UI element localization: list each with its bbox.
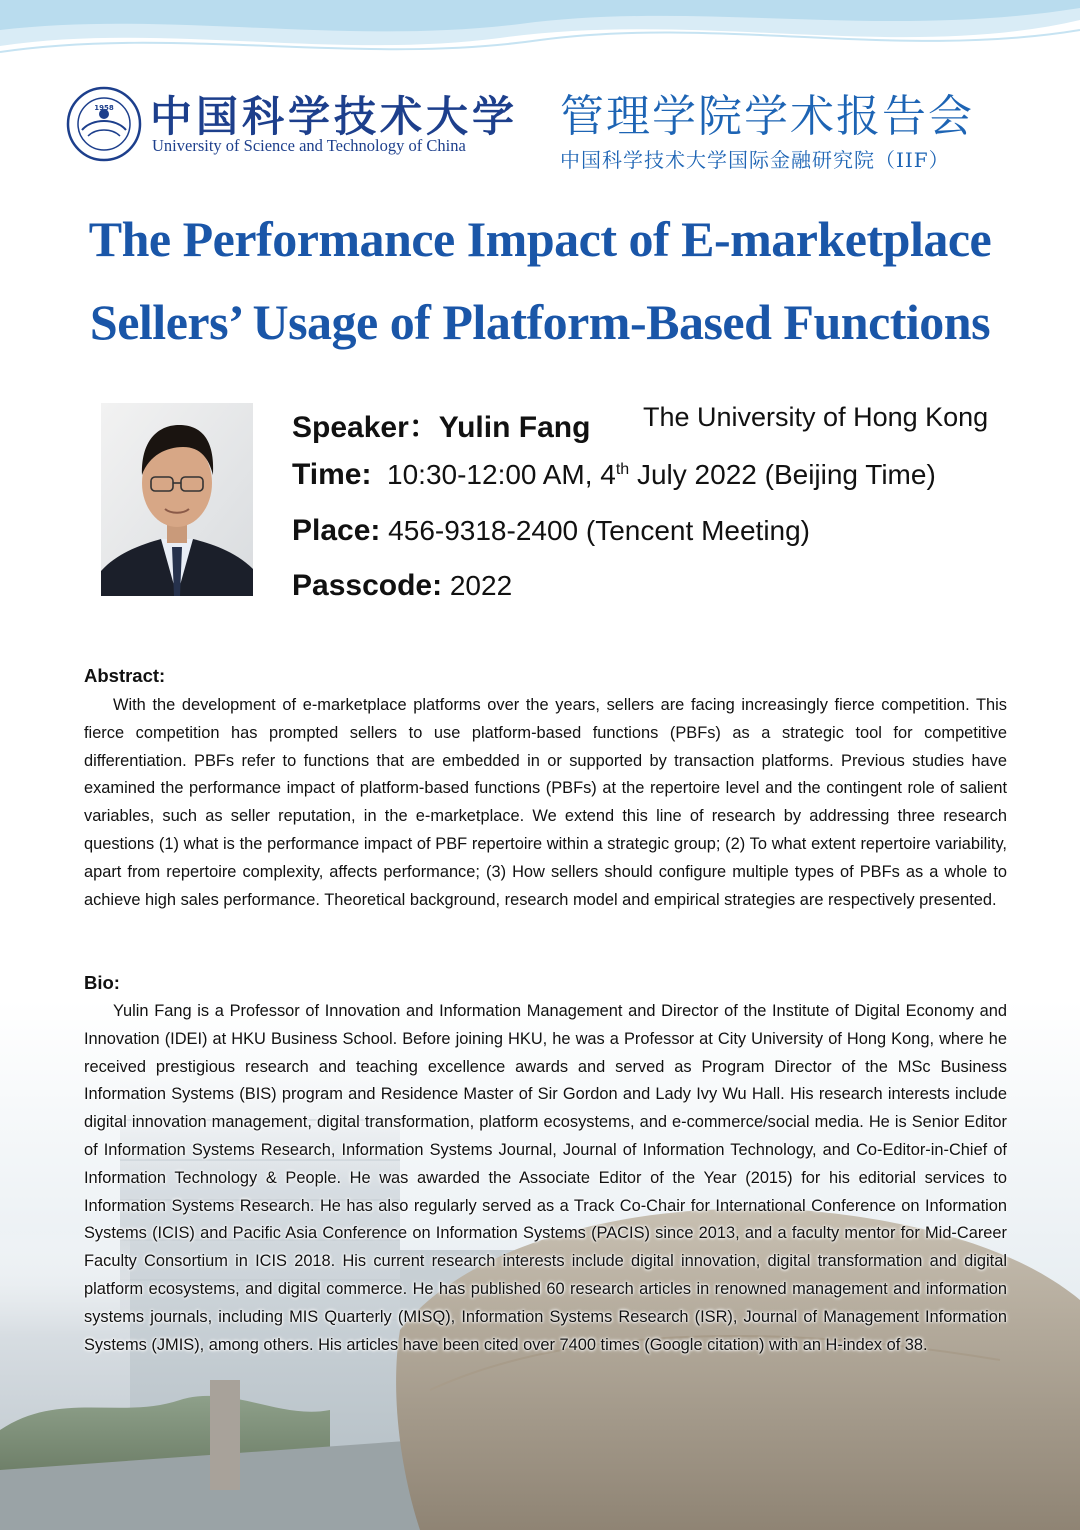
speaker-affiliation: The University of Hong Kong [643,402,989,432]
lecture-series-subtitle: 中国科学技术大学国际金融研究院（IIF） [560,148,950,172]
talk-title [40,198,1040,364]
place-line [292,514,810,548]
bio-text: Yulin Fang is a Professor of Innovation and Information Management and Director of the Institute of Digital Economy and Innovation (IDEI) at HKU Business School. Before joining HKU, he was a Professor at City University of Hong Kong, where he received prestigious research and teaching excellence awards and served as Program Director of the MSc Business Information Systems (BIS) program and Residence Master of Sir Gordon and Lady Ivy Wu Hall. His research interests include digital innovation management, digital transformation, platform ecosystems, and e-commerce/social media. He is Senior Editor of Information Systems Research, Information Systems Journal, Journal of Information Technology, and Co-Editor-in-Chief of Information Technology & People. He was awarded the Associate Editor of the Year (2015) for his editorial services to Information Systems Research. He has also regularly served as a Track Co-Chair for International Conference on Information Systems (ICIS) and Pacific Asia Conference on Information Systems (PACIS) since 2013, and a faculty mentor for Mid-Career Faculty Consortium in ICIS 2018. His current research interests include digital innovation, digital transformation and digital platform ecosystems, and digital commerce. He has published 60 research articles in renowned management and information systems journals, including MIS Quarterly (MISQ), Information Systems Research (ISR), Journal of Management Information Systems (JMIS), among others. His articles have been cited over 7400 times (Google citation) with an H-index of 38. [84,1002,1007,1354]
time-line [292,458,936,492]
abstract-text: With the development of e-marketplace platforms over the years, sellers are facing increasingly fierce competition. This fierce competition has prompted sellers to use platform-based functions (PBFs) as a strategic tool for competitive differentiation. PBFs refer to functions that are embedded in or supported by transaction platforms. Previous studies have examined the performance impact of platform-based functions (PBFs) at the repertoire level and the contingent role of salient variables, such as seller reputation, in the e-marketplace. We extend this line of research by addressing three research questions (1) what is the performance impact of PBF repertoire within a strategic group; (2) To what extent repertoire variability, apart from repertoire complexity, affects performance; (3) How sellers should configure multiple types of PBFs as a whole to achieve high sales performance. Theoretical background, research model and empirical strategies are respectively presented. [84,696,1007,909]
place-label: Place: [292,514,381,547]
university-name-english: University of Science and Technology of China [152,136,466,155]
place-value: 456-9318-2400 (Tencent Meeting) [388,515,811,546]
passcode-value: 2022 [449,570,513,601]
speaker-label: Speaker： [292,411,439,444]
time-value-end: July 2022 (Beijing Time) [629,459,936,490]
speaker-name: Yulin Fang [438,411,591,444]
talk-title-line-2: Sellers’ Usage of Platform-Based Functions [89,294,991,350]
lecture-series-title: 管理学院学术报告会 [560,91,974,142]
top-wave-decoration [0,0,1080,70]
bio-heading: Bio: [84,972,120,993]
time-value-start: 10:30-12:00 AM, 4 [387,459,616,490]
logo-year: 1958 [94,104,114,112]
abstract-heading: Abstract: [84,665,166,686]
speaker-photo [101,403,253,596]
talk-title-line-1: The Performance Impact of E-marketplace [88,211,992,267]
passcode-label: Passcode: [292,569,443,602]
speaker-line [292,402,989,446]
ustc-emblem-logo [66,86,142,162]
passcode-line [292,569,512,603]
time-label: Time: [292,458,372,491]
time-value [387,459,936,490]
university-name-chinese: 中国科学技术大学 [150,92,519,141]
time-value-ordinal: th [615,461,630,478]
